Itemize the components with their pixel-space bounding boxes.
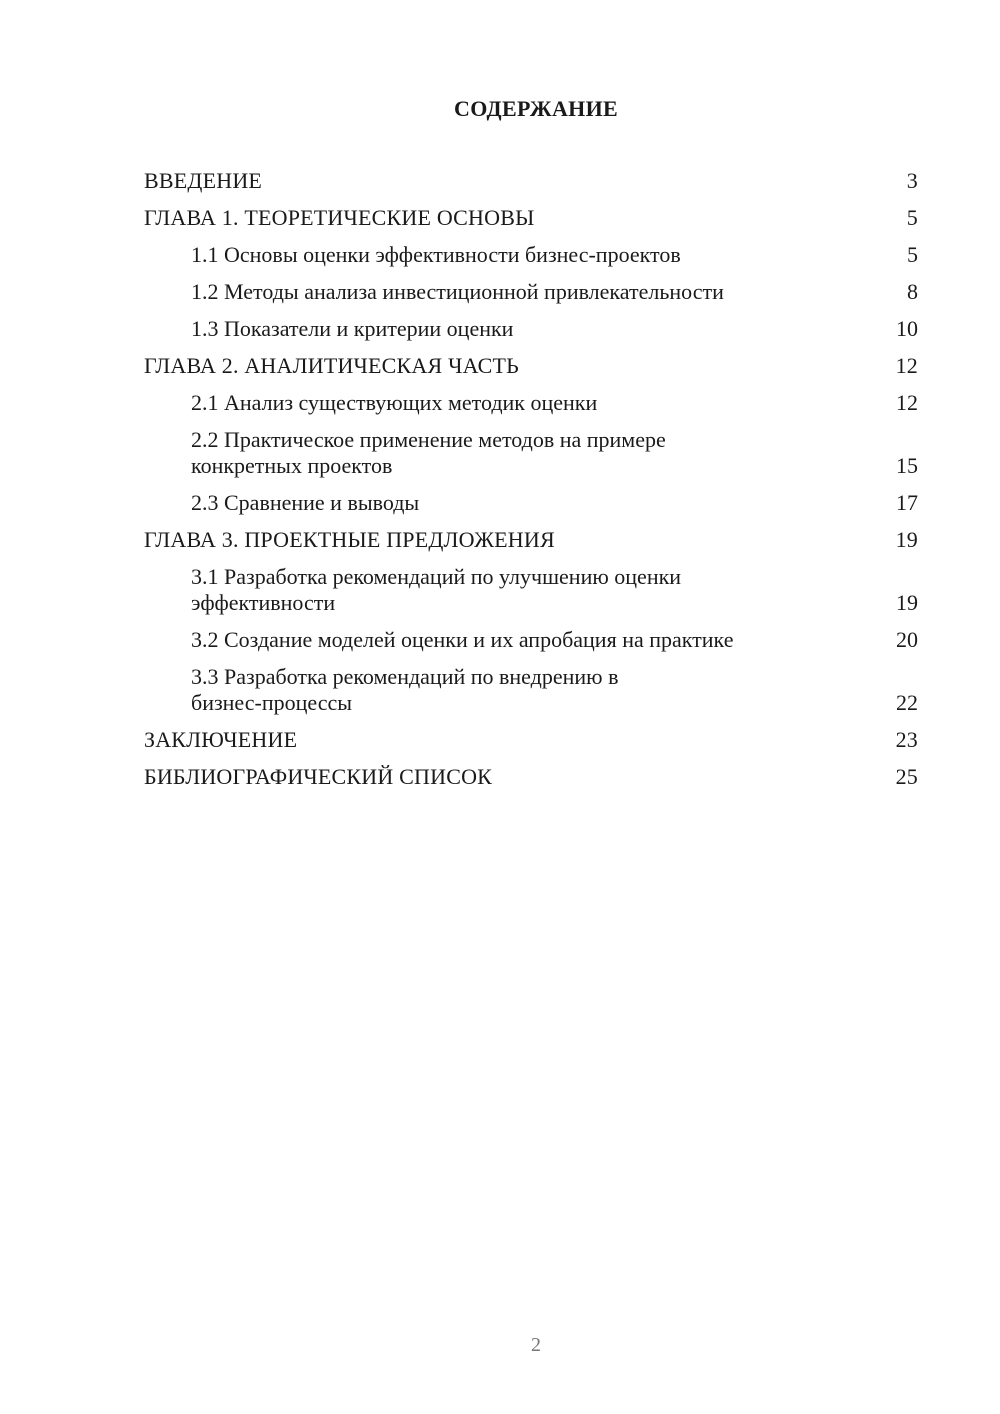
toc-entry-title: 3.1 Разработка рекомендаций по улучшению оценки эффективности: [191, 564, 682, 615]
toc-entry-section-1-1: [144, 242, 918, 268]
toc-entry-page: 5: [907, 242, 918, 267]
toc-entry-page: 19: [895, 527, 918, 552]
toc-entry-section-3-3: [144, 664, 918, 716]
toc-entry-section-2-2: [144, 427, 918, 479]
toc-entry-title: БИБЛИОГРАФИЧЕСКИЙ СПИСОК: [144, 764, 493, 789]
toc-entry-section-2-3: [144, 490, 918, 516]
toc-entry-title: ЗАКЛЮЧЕНИЕ: [144, 727, 298, 752]
toc-entry-bibliography: [144, 764, 918, 790]
toc-entry-page: 22: [896, 690, 918, 715]
toc-entry-title: 1.1 Основы оценки эффективности бизнес-проектов: [191, 242, 681, 267]
toc-entry-page: 19: [896, 590, 918, 615]
toc-entry-chapter-3: [144, 527, 918, 553]
toc-entry-title: 2.2 Практическое применение методов на примере конкретных проектов: [191, 427, 666, 478]
toc-entry-title: 3.2 Создание моделей оценки и их апробация на практике: [191, 627, 734, 652]
toc-entry-title: ГЛАВА 2. АНАЛИТИЧЕСКАЯ ЧАСТЬ: [144, 353, 519, 378]
toc-entry-title: ГЛАВА 1. ТЕОРЕТИЧЕСКИЕ ОСНОВЫ: [144, 205, 535, 230]
page-number: 2: [531, 1334, 541, 1356]
toc-entry-page: 3: [906, 168, 918, 193]
toc-entry-chapter-1: [144, 205, 918, 231]
toc-entry-title: 2.3 Сравнение и выводы: [191, 490, 420, 515]
toc-entry-page: 12: [896, 390, 918, 415]
toc-entry-section-3-1: [144, 564, 918, 616]
toc-entry-title: ВВЕДЕНИЕ: [144, 168, 263, 193]
toc-entry-page: 8: [907, 279, 918, 304]
toc-entry-chapter-2: [144, 353, 918, 379]
toc-entry-title: 3.3 Разработка рекомендаций по внедрению в бизнес-процессы: [191, 664, 619, 715]
toc-entry-introduction: [144, 168, 918, 194]
toc-entry-section-1-2: [144, 279, 918, 305]
toc-entry-title: 1.3 Показатели и критерии оценки: [191, 316, 514, 341]
toc-entry-page: 15: [896, 453, 918, 478]
toc-entry-title: ГЛАВА 3. ПРОЕКТНЫЕ ПРЕДЛОЖЕНИЯ: [144, 527, 555, 552]
toc-entry-conclusion: [144, 727, 918, 753]
toc-entry-page: 25: [895, 764, 918, 789]
toc-entry-section-2-1: [144, 390, 918, 416]
toc-entry-page: 10: [896, 316, 918, 341]
toc-entry-page: 17: [896, 490, 918, 515]
toc-entry-section-1-3: [144, 316, 918, 342]
page-title: СОДЕРЖАНИЕ: [454, 96, 618, 121]
toc-entry-title: 2.1 Анализ существующих методик оценки: [191, 390, 598, 415]
toc-entry-page: 5: [906, 205, 918, 230]
toc-entry-page: 20: [896, 627, 918, 652]
table-of-contents: [144, 168, 918, 801]
toc-entry-page: 23: [895, 727, 918, 752]
toc-entry-section-3-2: [144, 627, 918, 653]
toc-entry-page: 12: [895, 353, 918, 378]
toc-entry-title: 1.2 Методы анализа инвестиционной привлекательности: [191, 279, 724, 304]
